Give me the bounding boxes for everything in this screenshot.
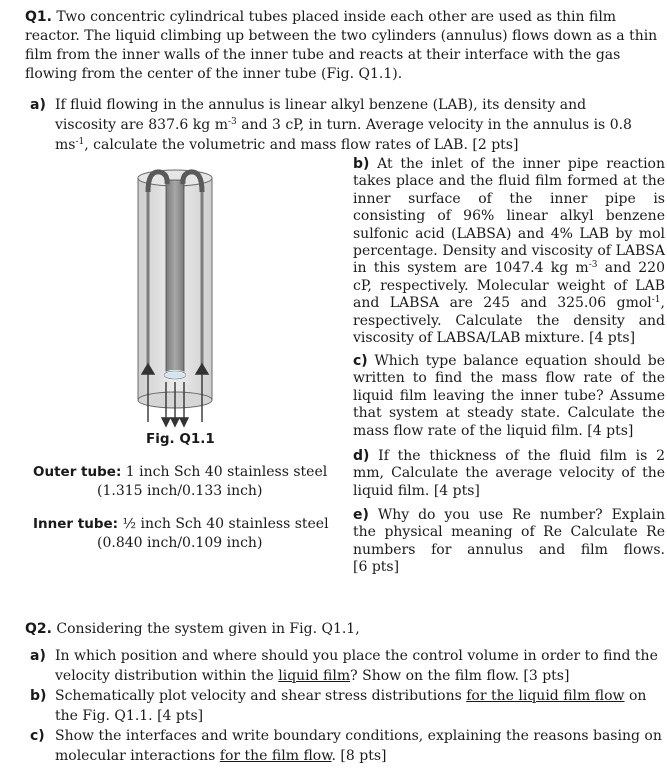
q1-part-b: b) At the inlet of the inner pipe reaction takes place and the fluid film formed at the inner surface of the inner pipe is consisting of 96% linear alkyl benzene sulfonic acid (LABSA) and 4% LAB by mol percentage. Density and viscosity of LABSA in this system are 1047.4 kg $m^{-3}$ and 220 cP, respectively. Molecular weight of LAB and LABSA are 245 and 325.06 gmol$^{-1}$, respectively. Calculate the density and viscosity of LABSA/LAB mixture. [4 pts] (353, 156, 665, 347)
q2-intro: Q2. Considering the system given in Fig. Q1.1, (25, 621, 360, 637)
fig-q1-1-diagram (120, 160, 230, 430)
q2-number: Q2. (25, 621, 52, 637)
inner-tube-spec: Inner tube: ½ inch Sch 40 stainless steel (0.840 inch/0.109 inch) (33, 516, 329, 551)
q1-intro: Q1. Two concentric cylindrical tubes placed inside each other are used as thin film reactor. The liquid climbing up between the two cylinders (annulus) flows down as a thin film from the inner walls of the inner tube and reacts at their interface with the gas flowing from the center of the inner tube (Fig. Q1.1). (25, 9, 658, 82)
q1-a-label: a) (30, 97, 46, 113)
q1-part-c: c) Which type balance equation should be written to find the mass flow rate of the liquid film leaving the inner tube? Assume that system at steady state. Calculate the mass flow rate of the liquid film. [4 pts] (353, 353, 665, 439)
outflow-arrows-down (162, 382, 188, 426)
figure-caption: Fig. Q1.1 (146, 431, 215, 447)
inner-tube (164, 180, 186, 379)
q1-number: Q1. (25, 9, 52, 25)
outer-tube-spec: Outer tube: 1 inch Sch 40 stainless steel (1.315 inch/0.133 inch) (33, 464, 328, 499)
q1-part-d: d) If the thickness of the fluid film is 2 mm, Calculate the average velocity of the liquid film. [4 pts] (353, 448, 665, 499)
q1-part-e: e) Why do you use Re number? Explain the physical meaning of Re Calculate Re numbers for annulus and film flows. [6 pts] (353, 507, 665, 576)
